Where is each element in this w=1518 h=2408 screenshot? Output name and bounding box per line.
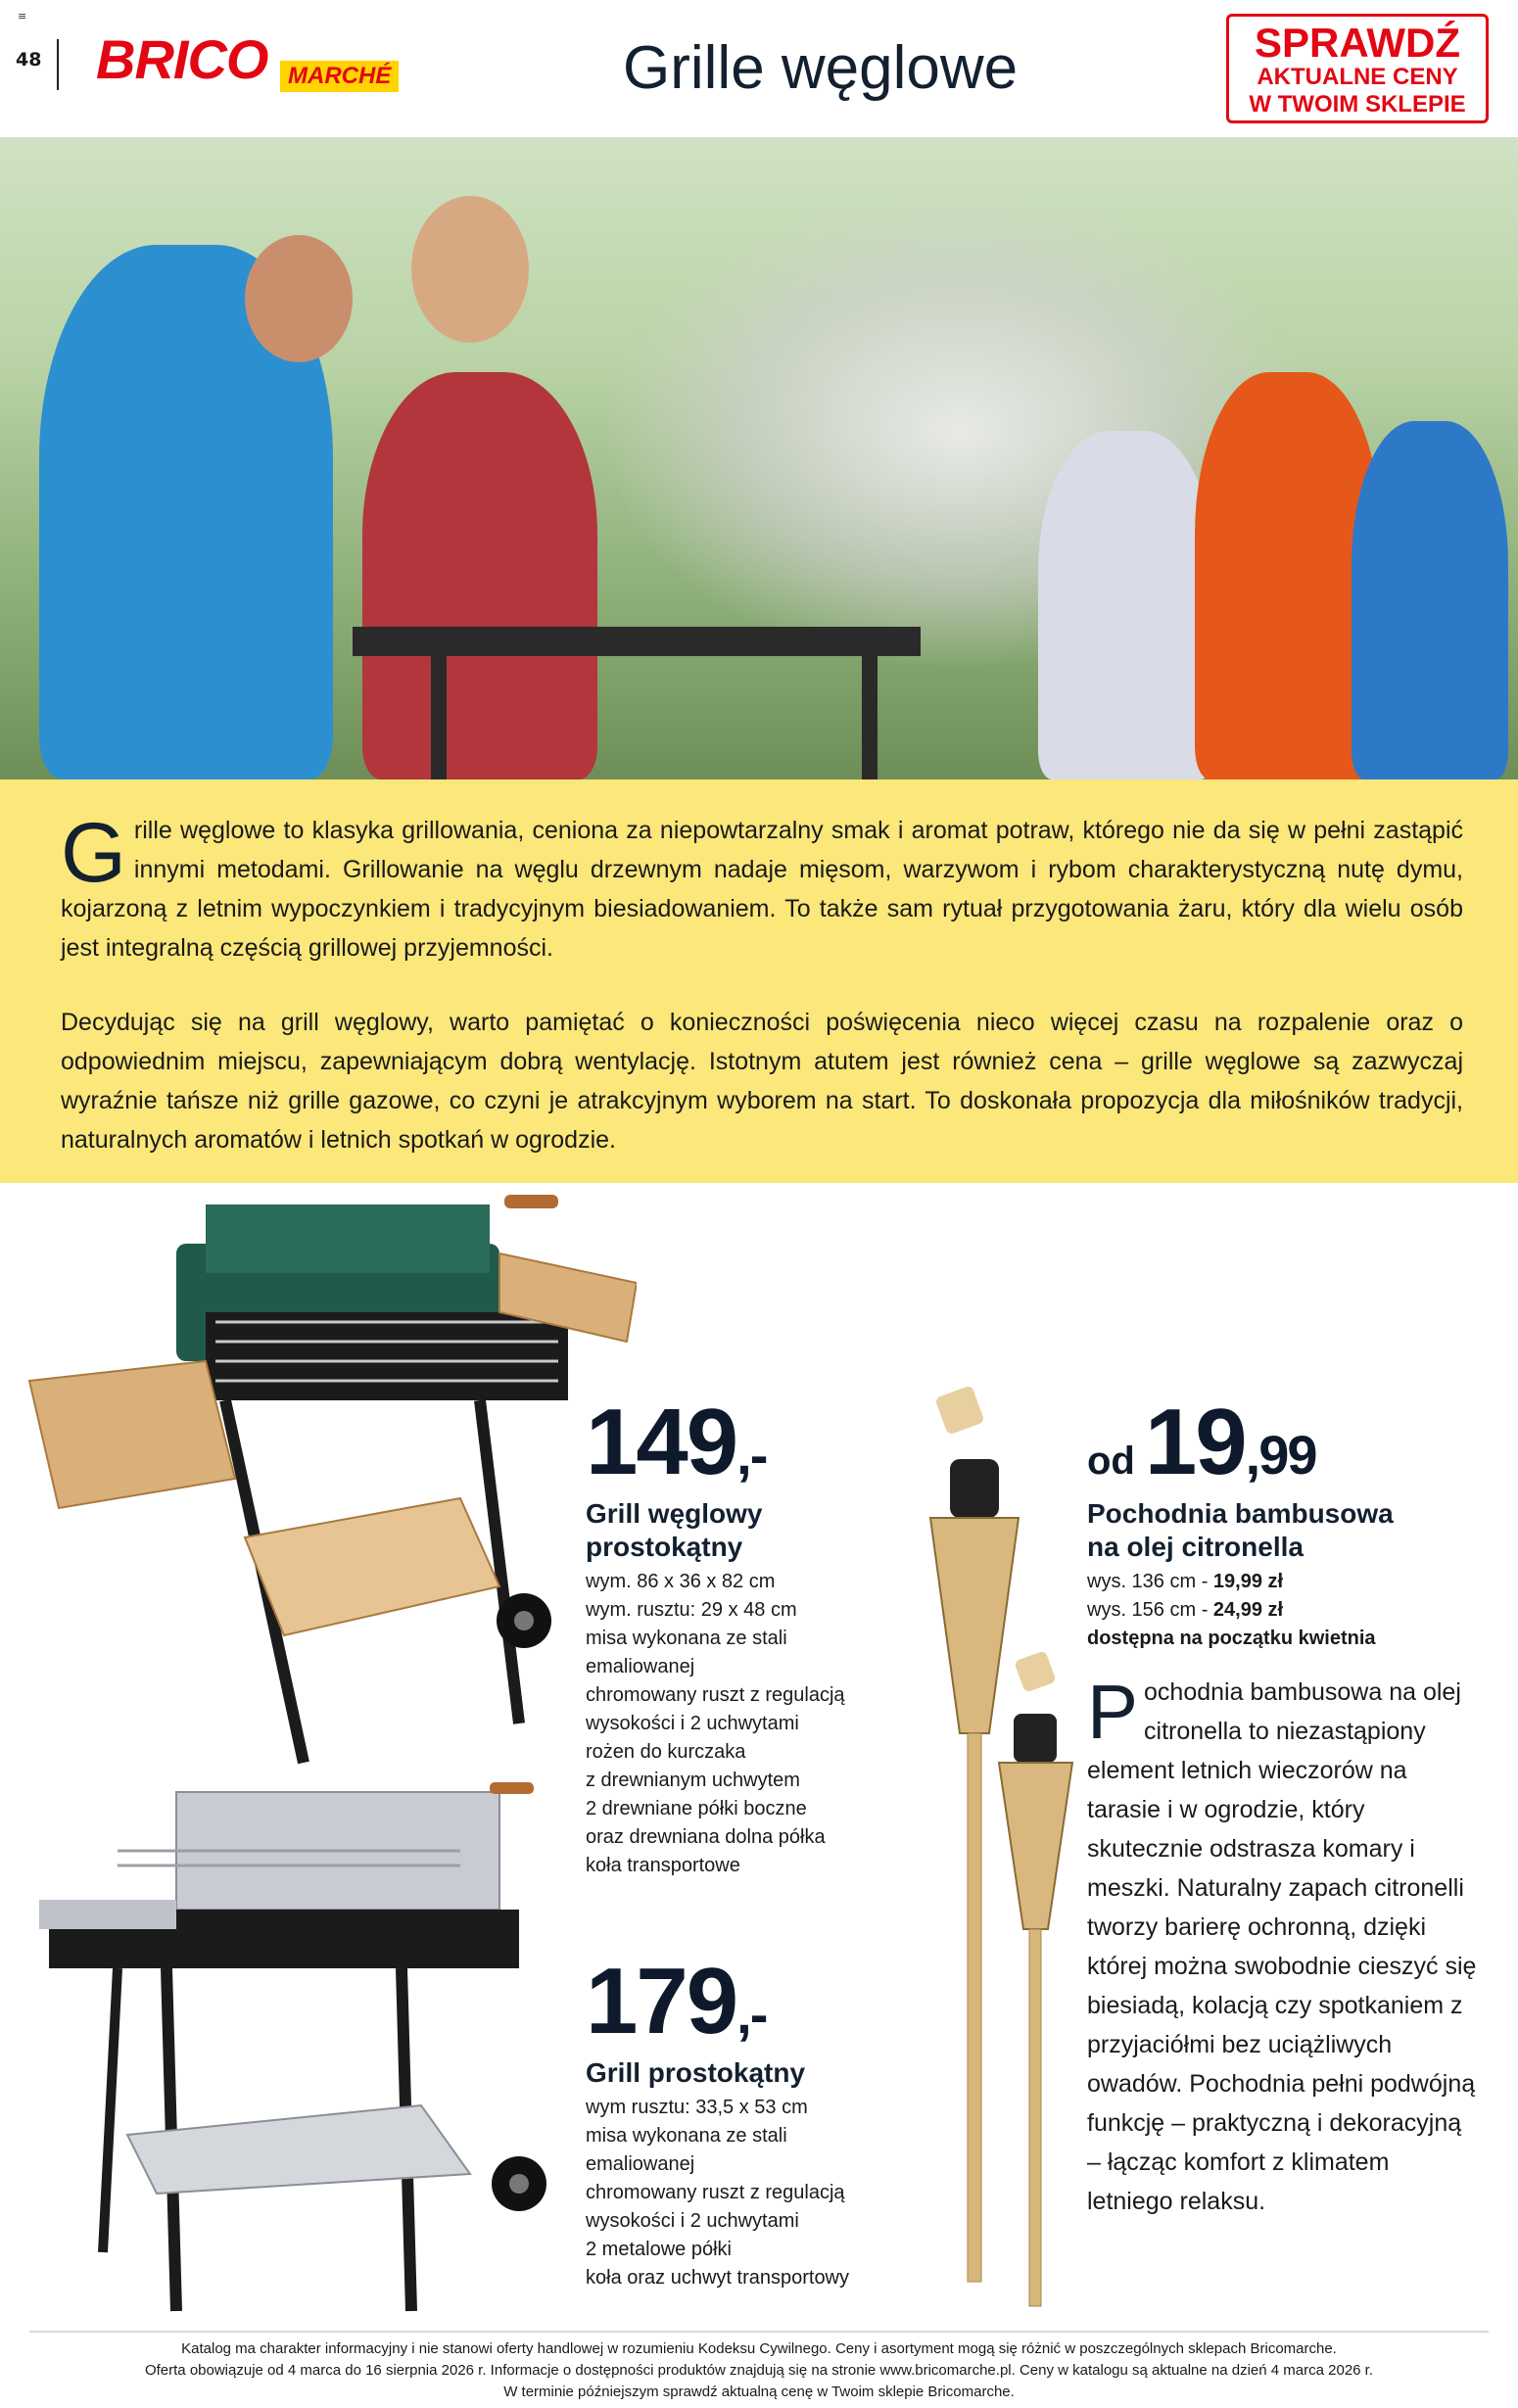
logo-marche-text: MARCHÉ bbox=[280, 61, 399, 92]
transport-handle bbox=[490, 1782, 534, 1794]
side-shelf-left bbox=[29, 1361, 235, 1508]
spec-line: wym rusztu: 33,5 x 53 cm bbox=[586, 2097, 808, 2118]
product-name: Grill prostokątny bbox=[586, 2057, 806, 2088]
page-number-divider bbox=[57, 39, 59, 90]
friend-blue-shirt-figure bbox=[1352, 421, 1508, 779]
bamboo-torches-image bbox=[911, 1381, 1087, 2311]
menu-icon[interactable]: ≡ bbox=[18, 10, 27, 23]
rotisserie-handle bbox=[504, 1195, 558, 1208]
spec-line: rożen do kurczaka bbox=[586, 1741, 746, 1763]
hero-grill-body bbox=[353, 627, 921, 656]
intro-band bbox=[0, 779, 1518, 1183]
price-tag bbox=[1087, 1390, 1498, 1494]
product-specs bbox=[586, 1568, 899, 1880]
side-shelf bbox=[39, 1900, 176, 1929]
torch-pole bbox=[968, 1733, 981, 2282]
footer-divider bbox=[29, 2331, 1489, 2333]
grill-bowl bbox=[206, 1312, 568, 1400]
price-tag bbox=[586, 1949, 919, 2054]
bricomarche-logo[interactable] bbox=[96, 28, 407, 98]
product-name-line: Grill węglowy bbox=[586, 1498, 763, 1529]
product-grill-wegly bbox=[586, 1390, 899, 1880]
torch-basket bbox=[999, 1763, 1072, 1929]
spec-line: chromowany ruszt z regulacją bbox=[586, 2182, 845, 2203]
product-specs bbox=[586, 2094, 919, 2292]
spec-line: misa wykonana ze stali bbox=[586, 2125, 787, 2147]
spec-line: 2 drewniane półki boczne bbox=[586, 1798, 807, 1819]
spec-line: oraz drewniana dolna półka bbox=[586, 1826, 826, 1848]
spec-line: wys. 136 cm - 19,99 zł bbox=[1087, 1571, 1284, 1592]
hero-photo-bbq-party bbox=[0, 137, 1518, 779]
friend-figure bbox=[1038, 431, 1214, 779]
legal-footer bbox=[59, 2338, 1459, 2403]
page-title: Grille węglowe bbox=[623, 34, 1019, 102]
spec-line: koła oraz uchwyt transportowy bbox=[586, 2267, 850, 2289]
footer-line: Katalog ma charakter informacyjny i nie stanowi oferty handlowej w rozumieniu Kodeksu Cywilnego. Ceny i asortyment mogą się różnić w poszczególnych sklepach Bricomarche. bbox=[181, 2340, 1337, 2357]
torch-description bbox=[1087, 1669, 1479, 2221]
check-badge-line1: AKTUALNE CENY bbox=[1257, 64, 1458, 90]
spec-line: wysokości i 2 uchwytami bbox=[586, 1713, 799, 1734]
bottom-shelf bbox=[245, 1498, 499, 1635]
price-tag bbox=[586, 1390, 899, 1494]
price-prefix: od bbox=[1087, 1440, 1135, 1483]
product-name-line: prostokątny bbox=[586, 1532, 743, 1562]
page-number: 48 bbox=[16, 49, 42, 71]
spec-line: wys. 156 cm - 24,99 zł bbox=[1087, 1599, 1284, 1621]
intro-paragraph-1 bbox=[61, 806, 1463, 968]
footer-line: Oferta obowiązuje od 4 marca do 16 sierpnia 2026 r. Informacje o dostępności produktów znajdują się na stronie www.bricomarche.pl. Ceny w katalogu są aktualne na dzień 4 marca 2026 r. bbox=[144, 2362, 1374, 2379]
steel-grill-image bbox=[29, 1782, 558, 2321]
variant-price: 24,99 zł bbox=[1212, 1599, 1284, 1621]
price-suffix: ,- bbox=[736, 1983, 767, 2045]
bottom-shelf bbox=[127, 2105, 470, 2194]
intro-dropcap: G bbox=[61, 806, 126, 900]
intro-paragraph-1-text: rille węglowe to klasyka grillowania, ceniona za niepowtarzalny smak i aromat potraw, którego nie da się w pełni zastąpić innymi metodami. Grillowanie na węglu drzewnym nadaje mięsom, warzywom i rybom charakterystyczną nutę dymu, kojarzoną z letnim wypoczynkiem i tradycyjnym biesiadowaniem. To także sam rytuał przygotowania żaru, który dla wielu osób jest integralną częścią grillowej przyjemności. bbox=[61, 817, 1463, 962]
spec-line: wysokości i 2 uchwytami bbox=[586, 2210, 799, 2232]
torch-pole bbox=[1029, 1929, 1041, 2306]
hero-grill-leg bbox=[862, 656, 878, 779]
price-suffix: ,99 bbox=[1245, 1424, 1316, 1486]
spec-line: emaliowanej bbox=[586, 2153, 695, 2175]
check-badge-line2: W TWOIM SKLEPIE bbox=[1249, 91, 1466, 118]
torch-cap bbox=[934, 1385, 984, 1435]
torch-dropcap: P bbox=[1087, 1669, 1139, 1755]
check-badge-title: SPRAWDŹ bbox=[1255, 20, 1460, 66]
footer-line: W terminie późniejszym sprawdź aktualną cenę w Twoim sklepie Bricomarche. bbox=[503, 2384, 1015, 2400]
product-name bbox=[1087, 1497, 1498, 1564]
product-specs bbox=[1087, 1568, 1498, 1653]
hero-grill-leg bbox=[431, 656, 447, 779]
torch-basket bbox=[930, 1518, 1019, 1733]
spec-line: chromowany ruszt z regulacją bbox=[586, 1684, 845, 1706]
torch-description-text: ochodnia bambusowa na olej citronella to niezastąpiony element letnich wieczorów na tarasie i w ogrodzie, który skutecznie odstrasza komary i meszki. Naturalny zapach citronelli tworzy barierę ochronną, dzięki której można swobodnie cieszyć się biesiadą, kolacją czy spotkaniem z przyjaciółmi bez uciążliwych owadów. Pochodnia pełni podwójną funkcję – praktyczną i dekoracyjną – łącząc komfort z klimatem letniego relaksu. bbox=[1087, 1678, 1477, 2215]
check-prices-badge bbox=[1226, 14, 1489, 123]
price-value: 149 bbox=[586, 1390, 737, 1494]
grill-leg bbox=[103, 1968, 118, 2252]
product-name-line: na olej citronella bbox=[1087, 1532, 1304, 1562]
spec-line: emaliowanej bbox=[586, 1656, 695, 1677]
product-name bbox=[586, 1497, 899, 1564]
spec-line: z drewnianym uchwytem bbox=[586, 1770, 800, 1791]
price-suffix: ,- bbox=[736, 1424, 767, 1486]
variant-price: 19,99 zł bbox=[1212, 1571, 1284, 1592]
woman-head bbox=[411, 196, 529, 343]
spec-line: wym. 86 x 36 x 82 cm bbox=[586, 1571, 776, 1592]
price-value: 19 bbox=[1144, 1390, 1246, 1494]
torch-cap bbox=[1014, 1650, 1057, 1693]
logo-brico-text: BRICO bbox=[96, 28, 268, 90]
woman-figure bbox=[362, 372, 597, 779]
availability-note: dostępna na początku kwietnia bbox=[1087, 1628, 1376, 1649]
spec-line: koła transportowe bbox=[586, 1855, 740, 1876]
torch-canister bbox=[1014, 1714, 1057, 1763]
grill-wooden-shelves-image bbox=[10, 1185, 637, 1772]
product-grill-prostokatny bbox=[586, 1949, 919, 2292]
torch-canister bbox=[950, 1459, 999, 1518]
intro-paragraph-2: Decydując się na grill węglowy, warto pamiętać o konieczności poświęcenia nieco więcej czasu na rozpalenie oraz o odpowiednim miejscu, zapewniającym dobrą wentylację. Istotnym atutem jest również cena – grille węglowe są zazwyczaj wyraźnie tańsze niż grille gazowe, co czyni je atrakcyjnym wyborem na start. To doskonała propozycja dla miłośników tradycji, naturalnych aromatów i letnich spotkań w ogrodzie. bbox=[61, 1009, 1463, 1154]
spec-line: wym. rusztu: 29 x 48 cm bbox=[586, 1599, 797, 1621]
spec-line: misa wykonana ze stali bbox=[586, 1628, 787, 1649]
spec-line: 2 metalowe półki bbox=[586, 2239, 732, 2260]
product-name-line: Pochodnia bambusowa bbox=[1087, 1498, 1394, 1529]
product-pochodnia-bambusowa bbox=[1087, 1390, 1498, 1653]
grill-lid-top bbox=[206, 1204, 490, 1273]
man-head bbox=[245, 235, 353, 362]
price-value: 179 bbox=[586, 1949, 737, 2054]
